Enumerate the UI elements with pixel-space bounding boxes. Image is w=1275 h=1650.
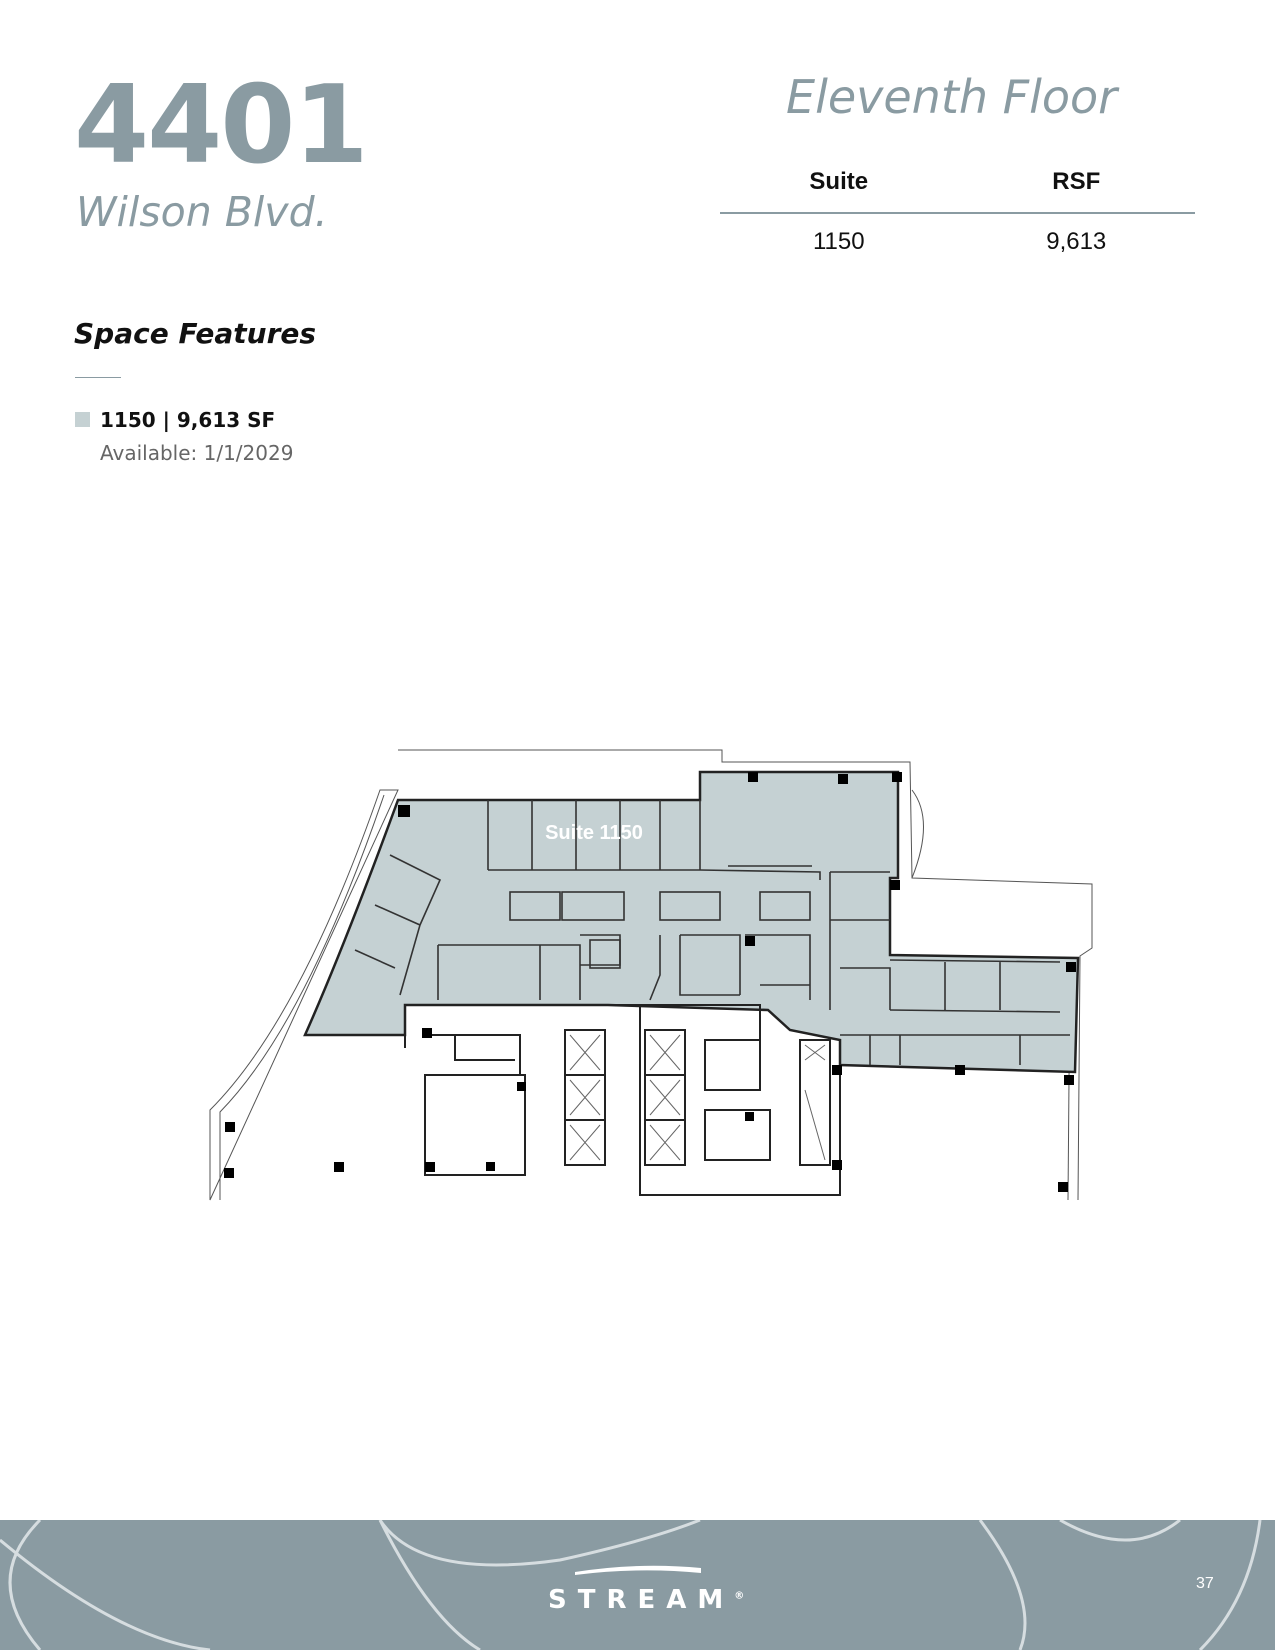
stream-logo [548,1562,745,1615]
features-title: Space Features [74,317,317,350]
features-divider [75,377,121,378]
floor-plan [150,700,1110,1210]
logo-text: STREAM [548,1585,735,1615]
suite-header: Suite [809,168,869,195]
suite-table [720,168,1195,270]
building-number: 4401 [74,63,367,188]
legend-label: 1150 | 9,613 SF [100,408,276,432]
suite-label: Suite 1150 [545,822,643,844]
table-row [720,214,1195,270]
building-street: Wilson Blvd. [76,188,328,236]
legend-availability: Available: 1/1/2029 [100,441,294,465]
rsf-cell: 9,613 [1046,228,1107,255]
suite-table-header [720,168,1195,214]
rsf-header: RSF [1052,168,1101,195]
floor-title: Eleventh Floor [786,70,1118,124]
registered-mark: ® [734,1590,745,1602]
legend-swatch [75,412,90,427]
suite-cell: 1150 [812,228,865,255]
page-number: 37 [1196,1575,1214,1592]
logo-swoosh-icon [573,1562,703,1576]
